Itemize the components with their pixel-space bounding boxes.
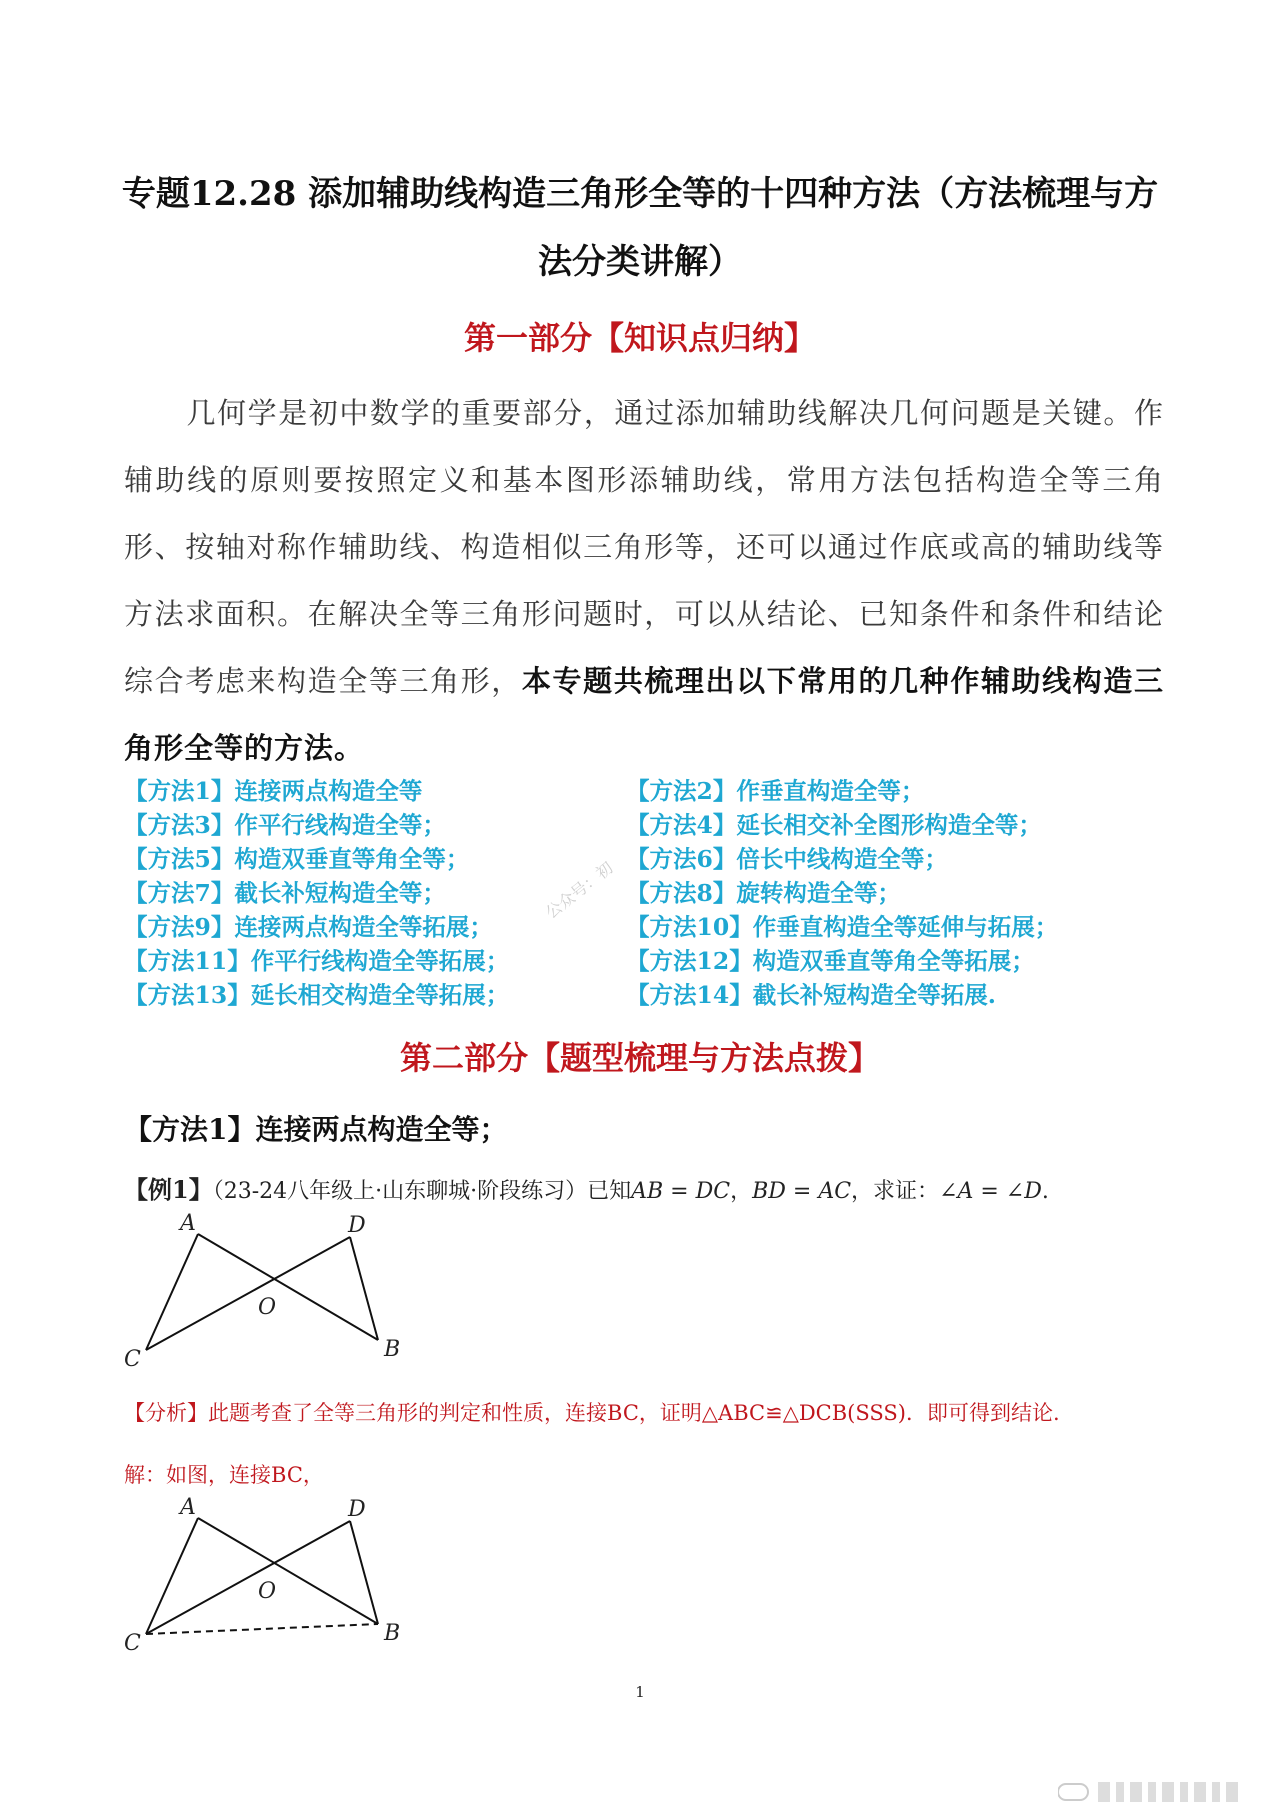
method-row bbox=[124, 840, 1174, 874]
method-item: 【方法10】作垂直构造全等延伸与拓展； bbox=[626, 913, 1059, 941]
intro-paragraph bbox=[124, 380, 1164, 782]
method-item: 【方法12】构造双垂直等角全等拓展； bbox=[626, 947, 1035, 975]
point-label-c: C bbox=[124, 1347, 141, 1372]
analysis-text: 【分析】此题考查了全等三角形的判定和性质，连接BC，证明△ABC≌△DCB(SSS)．即可得到结论. bbox=[124, 1401, 1060, 1425]
method1-heading: 【方法1】连接两点构造全等； bbox=[124, 1113, 508, 1146]
intro-bold-text: 本专题共梳理出以下常用的几种作辅助线构造三角形全等的方法。 bbox=[124, 664, 1164, 765]
point-label-d: D bbox=[348, 1213, 366, 1238]
condition-2: BD = AC bbox=[752, 1179, 852, 1204]
intro-text: 几何学是初中数学的重要部分，通过添加辅助线解决几何问题是关键。作辅助线的原则要按照定义和基本图形添辅助线，常用方法包括构造全等三角形、按轴对称作辅助线、构造相似三角形等，还可以通过作底或高的辅助线等方法求面积。在解决全等三角形问题时，可以从结论、已知条件和条件和结论综合考虑来构造全等三角形， bbox=[124, 396, 1164, 698]
method-row bbox=[124, 874, 1174, 908]
period: . bbox=[1041, 1179, 1049, 1204]
separator: ， bbox=[730, 1179, 753, 1204]
part1-heading: 第一部分【知识点归纳】 bbox=[463, 319, 816, 357]
method-item: 【方法1】连接两点构造全等 bbox=[124, 777, 423, 805]
method-item: 【方法3】作平行线构造全等； bbox=[124, 811, 446, 839]
method-item: 【方法14】截长补短构造全等拓展. bbox=[626, 981, 996, 1009]
page-title: 专题12.28 添加辅助线构造三角形全等的十四种方法（方法梳理与方法分类讲解） bbox=[121, 174, 1159, 282]
method-list bbox=[124, 772, 1174, 1010]
figure-2 bbox=[118, 1496, 418, 1656]
method-item: 【方法8】旋转构造全等； bbox=[626, 879, 901, 907]
method-item: 【方法5】构造双垂直等角全等； bbox=[124, 845, 470, 873]
prove-text: ，求证： bbox=[851, 1179, 940, 1204]
point-label-o: O bbox=[258, 1295, 277, 1320]
point-label-b: B bbox=[384, 1337, 401, 1362]
point-label-a: A bbox=[180, 1496, 196, 1520]
example-label: 【例1】 bbox=[124, 1175, 213, 1204]
method-item: 【方法11】作平行线构造全等拓展； bbox=[124, 947, 510, 975]
part2-heading: 第二部分【题型梳理与方法点拨】 bbox=[399, 1039, 880, 1077]
method-row bbox=[124, 772, 1174, 806]
watermark: 公众号：初 bbox=[541, 858, 617, 923]
figure-1 bbox=[118, 1212, 418, 1372]
method-item: 【方法13】延长相交构造全等拓展； bbox=[124, 981, 510, 1009]
barcode-logo-icon bbox=[1058, 1782, 1258, 1804]
point-label-c: C bbox=[124, 1631, 141, 1656]
example-source: （23-24八年级上·山东聊城·阶段练习）已知 bbox=[212, 1179, 632, 1204]
method-row bbox=[124, 806, 1174, 840]
point-label-b: B bbox=[384, 1621, 401, 1646]
method-item: 【方法4】延长相交补全图形构造全等； bbox=[626, 811, 1042, 839]
point-label-o: O bbox=[258, 1579, 277, 1604]
solution-text: 解：如图，连接BC， bbox=[124, 1463, 324, 1487]
method-row bbox=[124, 976, 1174, 1010]
goal: ∠A = ∠D bbox=[939, 1179, 1042, 1204]
example1-statement bbox=[124, 1170, 1049, 1205]
method-item: 【方法9】连接两点构造全等拓展； bbox=[124, 913, 493, 941]
method-item: 【方法6】倍长中线构造全等； bbox=[626, 845, 948, 873]
method-row bbox=[124, 908, 1174, 942]
point-label-d: D bbox=[348, 1497, 366, 1522]
method-item: 【方法2】作垂直构造全等； bbox=[626, 777, 925, 805]
point-label-a: A bbox=[180, 1212, 196, 1236]
method-item: 【方法7】截长补短构造全等； bbox=[124, 879, 446, 907]
method-row bbox=[124, 942, 1174, 976]
page-number: 1 bbox=[635, 1683, 645, 1701]
condition-1: AB = DC bbox=[631, 1179, 731, 1204]
